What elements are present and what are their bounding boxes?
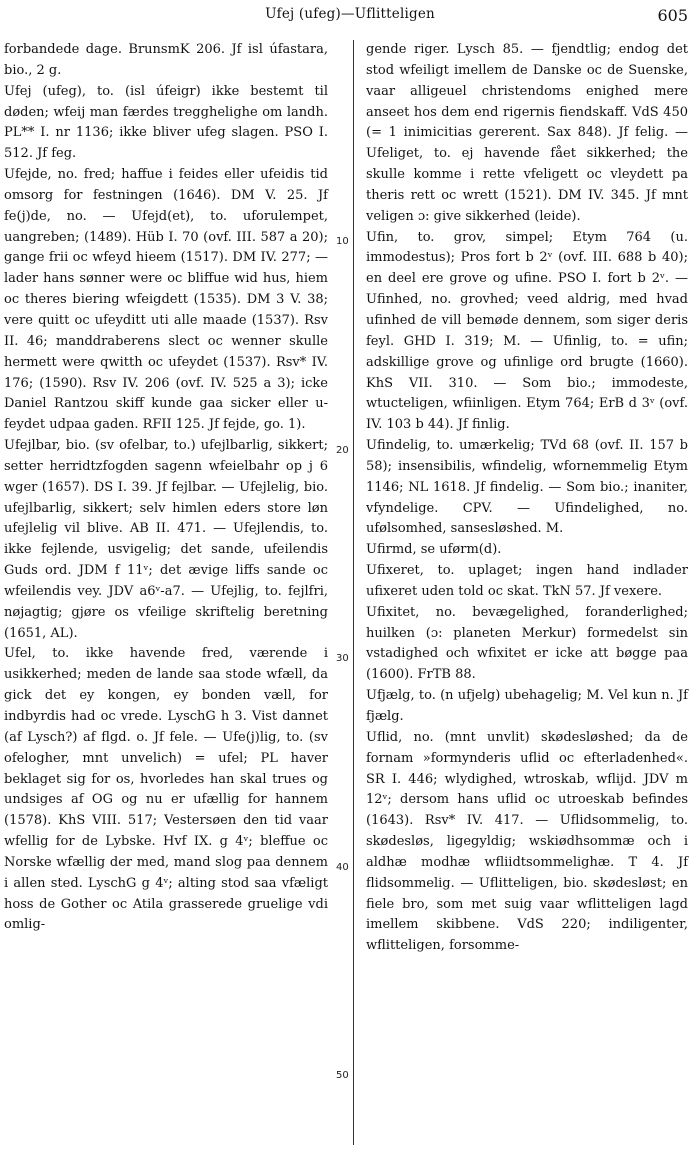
entry-paragraph: gende riger. Lysch 85. — fjendtlig; endog det stod wfeiligt imellem de Danske oc de Suenske, vaar alligeuel christendoms enighed mere anseet hos dem end rigernis fiendskaff. VdS 450 (= 1 inimicitias gererent. Sax 848). Jf felig. — Ufeliget, to. ej havende fået sikkerhed; the skulle komme i rette vfeligett oc vleydett pa theris rett oc wrett (1521). DM IV. 345. Jf mnt veligen ɔ: give sikkerhed (leide).: [366, 42, 688, 224]
entry-paragraph: Ufej (ufeg), to. (isl úfeigr) ikke bestemt til døden; wfeij man færdes tregghelighe om landh. PL** I. nr 1136; ikke bliver ufeg slagen. PSO I. 512. Jf feg.: [4, 83, 328, 162]
page-header: [0, 6, 700, 30]
running-head: Ufej (ufeg)—Uflitteligen: [265, 6, 435, 22]
entry-paragraph: Ufjælg, to. (n ufjelg) ubehagelig; M. Vel kun n. Jf fjælg.: [366, 688, 688, 724]
entry-paragraph: Ufixeret, to. uplaget; ingen hand indlader ufixeret uden told oc skat. TkN 57. Jf vexere.: [366, 563, 688, 599]
line-number: 50: [336, 1070, 349, 1081]
line-number: 40: [336, 862, 349, 873]
entry-paragraph: Ufirmd, se uførm(d).: [366, 542, 502, 558]
entry-paragraph: forbandede dage. BrunsmK 206. Jf isl úfastara, bio., 2 g.: [4, 42, 328, 78]
entry-paragraph: Ufel, to. ikke havende fred, værende i usikkerhed; meden de lande saa stode wfæll, da gick det ey kongen, ey bonden væll, for indbyrdis had oc vrede. LyschG h 3. Vist dannet (af Lysch?) af flgd. o. Jf fele. — Ufe(j)lig, to. (sv ofelogher, mnt unvelich) = ufel; PL haver beklaget sig for os, hvorledes han skal trues og undsiges af OG og nu er ufællig for hannem (1578). KhS VIII. 517; Vestersøen den tid vaar wfellig for de Lybske. Hvf IX. g 4ᵛ; bleffue oc Norske wfællig der med, mand slog paa dennem i allen sted. LyschG g 4ᵛ; alting stod saa vfæligt hoss de Gother oc Atila grasserede gruelige vdi omlig-: [4, 646, 328, 933]
page-number: 605: [657, 6, 688, 25]
column-divider: [353, 40, 354, 1145]
entry-paragraph: Uflid, no. (mnt unvlit) skødesløshed; da de fornam »formynderis uflid oc efterladenhed«. SR I. 446; wlydighed, wtroskab, wflijd. JDV m 12ᵛ; dersom hans uflid oc utroeskab befindes (1643). Rsv* IV. 417. — Uflidsommelig, to. skødesløs, ligegyldig; wskiødhsommæ och i aldhæ modhæ wfliidtsommelighæ. T 4. Jf flidsommelig. — Uflitteligen, bio. skødesløst; en fiele bro, som met suig vaar wflitteligen lagd imellem skibbene. VdS 220; indiligenter, wflitteligen, forsomme-: [366, 729, 688, 954]
entry-paragraph: Ufixitet, no. bevægelighed, foranderlighed; huilken (ɔ: planeten Merkur) formedelst sin vstadighed och wfixitet er icke att bøgge paa (1600). FrTB 88.: [366, 604, 688, 683]
line-number: 10: [336, 236, 349, 247]
line-number: 20: [336, 445, 349, 456]
right-column: [366, 40, 688, 957]
entry-paragraph: Ufindelig, to. umærkelig; TVd 68 (ovf. II. 157 b 58); insensibilis, wfindelig, wfornemmelig Etym 1146; NL 1618. Jf findelig. — Som bio.; inaniter, vfyndelige. CPV. — Ufindelighed, no. ufølsomhed, sansesløshed. M.: [366, 438, 688, 537]
entry-paragraph: Ufejde, no. fred; haffue i feides eller ufeidis tid omsorg for festningen (1646). DM V. 25. Jf fe(j)de, no. — Ufejd(et), to. uforulempet, uangreben; (1489). Hüb I. 70 (ovf. III. 587 a 20); gange frii oc wfeyd hieem (1517). DM IV. 277; — lader hans sønner were oc bliffue wid hus, hiem oc theres biering wfeigdett (1535). DM 3 V. 38; vere quitt oc ufeyditt uti alle maade (1537). Rsv II. 46; manddraberens slect oc wenner skulle hermett were qwitth oc ufeydet (1537). Rsv* IV. 176; (1590). Rsv IV. 206 (ovf. IV. 525 a 3); icke Daniel Rantzou skiff kunde gaa sicker eller u-feydet udpaa gaden. RFII 125. Jf fejde, go. 1).: [4, 167, 328, 433]
line-number: 30: [336, 653, 349, 664]
left-column: [4, 40, 328, 936]
entry-paragraph: Ufejlbar, bio. (sv ofelbar, to.) ufejlbarlig, sikkert; setter herridtzfogden sagenn wfeielbahr op j 6 wger (1657). DS I. 39. Jf fejlbar. — Ufejlelig, bio. ufejlbarlig, sikkert; selv himlen eders store løn ufejlelig vil blive. AB II. 471. — Ufejlendis, to. ikke fejlende, usvigelig; det sande, ufeilendis Guds ord. JDM f 11ᵛ; det ævige liffs sande oc wfeilendis vey. JDV a6ᵛ-a7. — Ufejlig, to. fejlfri, nøjagtig; gjøre os vfeilige skriftelig beretning (1651, AL).: [4, 438, 328, 641]
entry-paragraph: Ufin, to. grov, simpel; Etym 764 (u. immodestus); Pros fort b 2ᵛ (ovf. III. 688 b 40); en deel ere grove og ufine. PSO I. fort b 2ᵛ. — Ufinhed, no. grovhed; veed aldrig, med hvad ufinhed de vill bemøde dennem, som siger deris feyl. GHD I. 319; M. — Ufinlig, to. = ufin; adskillige grove og ufinlige ord brugte (1660). KhS VII. 310. — Som bio.; immodeste, wtucteligen, wfiinligen. Etym 764; ErB d 3ᵛ (ovf. IV. 103 b 44). Jf finlig.: [366, 229, 688, 433]
